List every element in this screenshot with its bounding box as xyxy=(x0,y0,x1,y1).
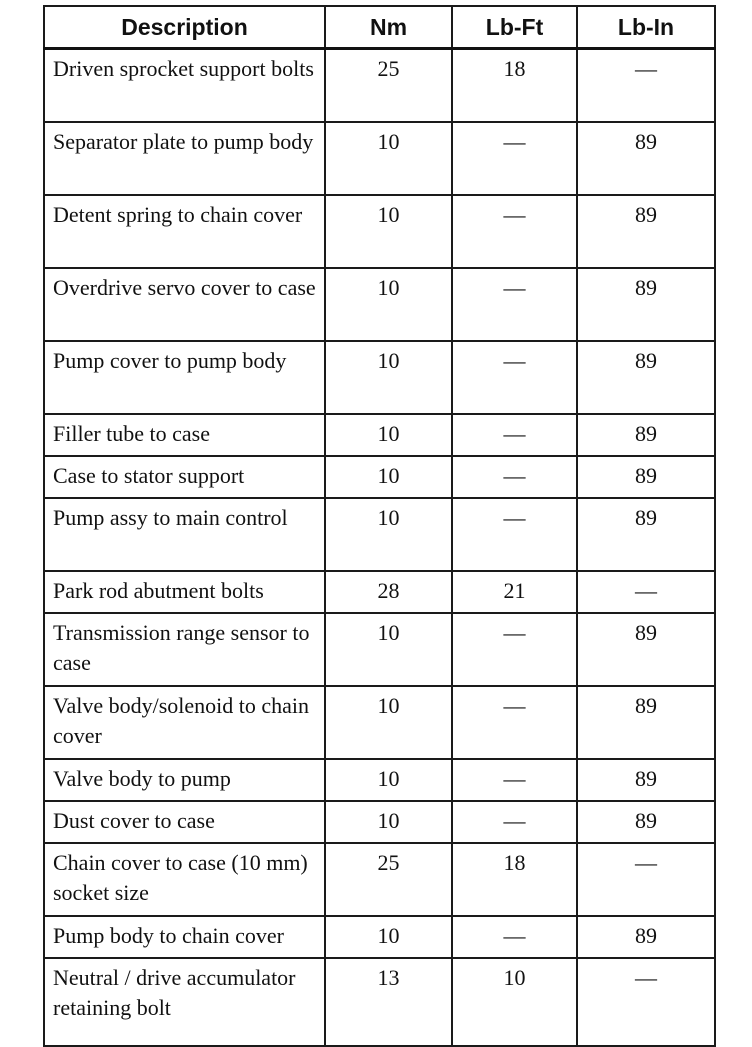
cell-lb-ft: 18 xyxy=(452,49,577,123)
header-nm: Nm xyxy=(325,6,452,49)
cell-description: Case to stator support xyxy=(44,456,325,498)
table-row xyxy=(44,613,715,686)
table-body xyxy=(44,49,715,1047)
table-row xyxy=(44,759,715,801)
header-description: Description xyxy=(44,6,325,49)
cell-description: Driven sprocket support bolts xyxy=(44,49,325,123)
cell-lb-ft: — xyxy=(452,456,577,498)
cell-lb-in: 89 xyxy=(577,801,715,843)
cell-nm: 10 xyxy=(325,686,452,759)
cell-nm: 25 xyxy=(325,843,452,916)
cell-lb-ft: — xyxy=(452,268,577,341)
cell-lb-in: 89 xyxy=(577,195,715,268)
cell-lb-ft: — xyxy=(452,613,577,686)
cell-description: Transmission range sensor to case xyxy=(44,613,325,686)
table-header xyxy=(44,6,715,49)
cell-lb-ft: — xyxy=(452,686,577,759)
table-row xyxy=(44,498,715,571)
cell-description: Pump body to chain cover xyxy=(44,916,325,958)
cell-description: Valve body to pump xyxy=(44,759,325,801)
cell-lb-ft: 18 xyxy=(452,843,577,916)
cell-lb-ft: — xyxy=(452,414,577,456)
cell-nm: 10 xyxy=(325,341,452,414)
cell-nm: 10 xyxy=(325,801,452,843)
header-row xyxy=(44,6,715,49)
cell-nm: 13 xyxy=(325,958,452,1046)
cell-nm: 28 xyxy=(325,571,452,613)
table-row xyxy=(44,122,715,195)
cell-nm: 25 xyxy=(325,49,452,123)
header-lb-in: Lb-In xyxy=(577,6,715,49)
cell-nm: 10 xyxy=(325,414,452,456)
cell-lb-in: 89 xyxy=(577,268,715,341)
cell-nm: 10 xyxy=(325,498,452,571)
table-row xyxy=(44,916,715,958)
cell-lb-ft: — xyxy=(452,195,577,268)
cell-lb-in: — xyxy=(577,571,715,613)
cell-nm: 10 xyxy=(325,456,452,498)
cell-lb-in: 89 xyxy=(577,686,715,759)
cell-lb-in: 89 xyxy=(577,498,715,571)
cell-lb-ft: — xyxy=(452,916,577,958)
cell-lb-in: 89 xyxy=(577,122,715,195)
cell-lb-in: 89 xyxy=(577,759,715,801)
table-row xyxy=(44,456,715,498)
cell-lb-ft: — xyxy=(452,122,577,195)
cell-description: Detent spring to chain cover xyxy=(44,195,325,268)
cell-description: Valve body/solenoid to chain cover xyxy=(44,686,325,759)
table-row xyxy=(44,49,715,123)
cell-description: Pump cover to pump body xyxy=(44,341,325,414)
cell-nm: 10 xyxy=(325,268,452,341)
torque-specs-table xyxy=(43,5,716,1047)
table-row xyxy=(44,414,715,456)
cell-lb-in: 89 xyxy=(577,414,715,456)
table-row xyxy=(44,341,715,414)
cell-lb-ft: — xyxy=(452,341,577,414)
table-row xyxy=(44,843,715,916)
cell-description: Overdrive servo cover to case xyxy=(44,268,325,341)
table-row xyxy=(44,571,715,613)
cell-lb-ft: — xyxy=(452,759,577,801)
cell-description: Separator plate to pump body xyxy=(44,122,325,195)
cell-nm: 10 xyxy=(325,195,452,268)
cell-lb-ft: — xyxy=(452,498,577,571)
cell-lb-in: 89 xyxy=(577,456,715,498)
cell-description: Chain cover to case (10 mm) socket size xyxy=(44,843,325,916)
cell-lb-in: 89 xyxy=(577,613,715,686)
cell-nm: 10 xyxy=(325,613,452,686)
cell-nm: 10 xyxy=(325,122,452,195)
cell-lb-in: 89 xyxy=(577,916,715,958)
cell-description: Dust cover to case xyxy=(44,801,325,843)
cell-description: Filler tube to case xyxy=(44,414,325,456)
cell-lb-ft: 10 xyxy=(452,958,577,1046)
cell-lb-in: — xyxy=(577,49,715,123)
cell-description: Neutral / drive accumulator retaining bolt xyxy=(44,958,325,1046)
cell-nm: 10 xyxy=(325,916,452,958)
table-row xyxy=(44,958,715,1046)
cell-lb-in: — xyxy=(577,843,715,916)
table-row xyxy=(44,801,715,843)
table-row xyxy=(44,195,715,268)
cell-lb-ft: — xyxy=(452,801,577,843)
table-row xyxy=(44,268,715,341)
table-row xyxy=(44,686,715,759)
cell-lb-ft: 21 xyxy=(452,571,577,613)
cell-lb-in: — xyxy=(577,958,715,1046)
cell-nm: 10 xyxy=(325,759,452,801)
cell-description: Park rod abutment bolts xyxy=(44,571,325,613)
header-lb-ft: Lb-Ft xyxy=(452,6,577,49)
cell-description: Pump assy to main control xyxy=(44,498,325,571)
cell-lb-in: 89 xyxy=(577,341,715,414)
